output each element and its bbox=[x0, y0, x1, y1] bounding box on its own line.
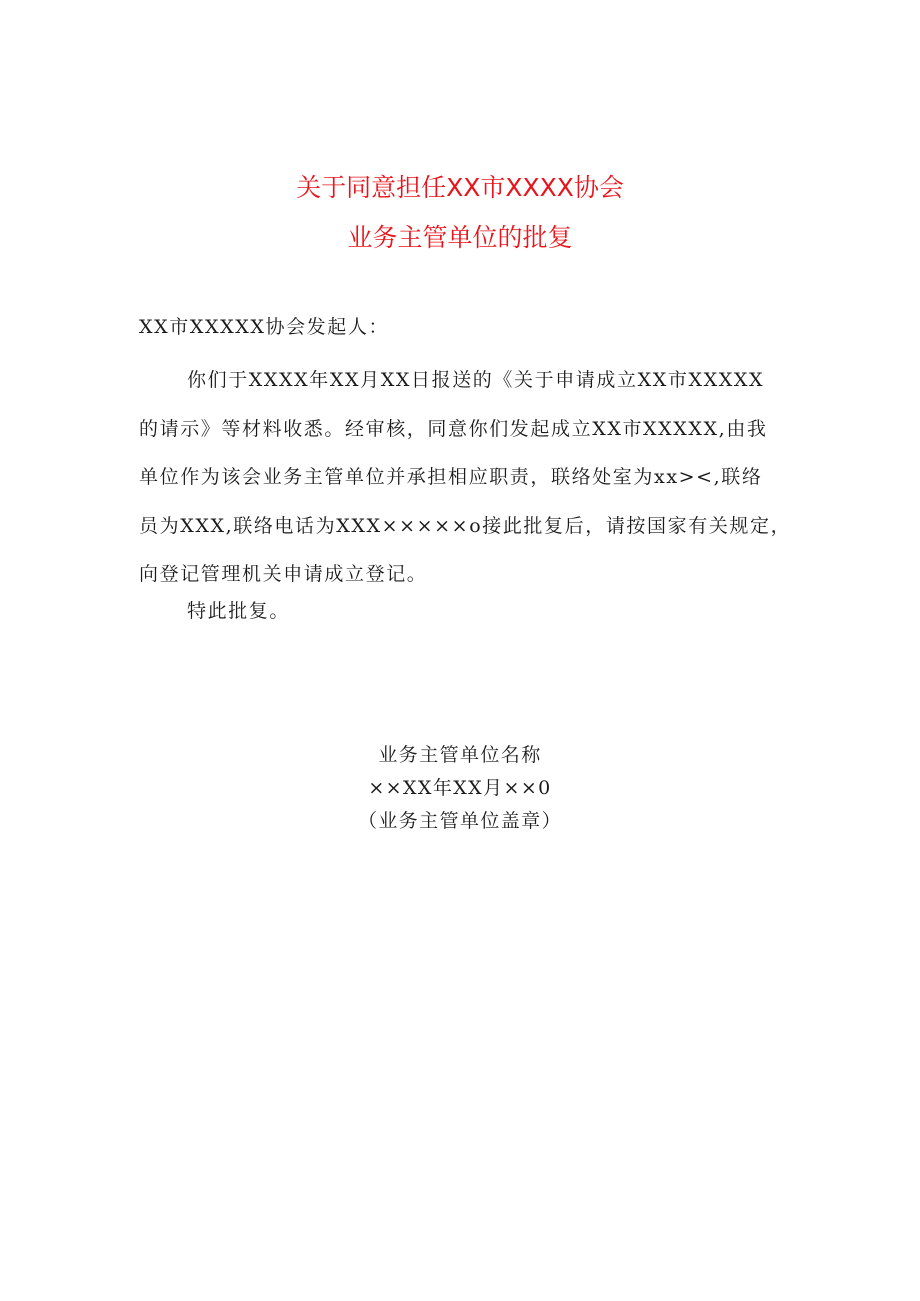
signature-org-name: 业务主管单位名称 bbox=[378, 744, 542, 766]
closing-remark: 特此批复。 bbox=[187, 600, 291, 622]
document-title-line-2: 业务主管单位的批复 bbox=[347, 223, 573, 252]
salutation: XX市XXXXX协会发起人： bbox=[139, 316, 390, 338]
document-title-line-1: 关于同意担任XX市XXXX协会 bbox=[296, 173, 624, 202]
signature-date: ××XX年XX月××0 bbox=[368, 777, 552, 799]
signature-seal-note: （业务主管单位盖章） bbox=[357, 810, 562, 832]
body-line: 的请示》等材料收悉。经审核，同意你们发起成立XX市XXXXX,由我 bbox=[139, 417, 768, 440]
body-paragraph bbox=[139, 356, 803, 599]
body-line: 向登记管理机关申请成立登记。 bbox=[139, 563, 428, 585]
body-line: 单位作为该会业务主管单位并承担相应职责，联络处室为xx><,联络 bbox=[139, 466, 763, 488]
body-line: 员为XXX,联络电话为XXX×××××o接此批复后，请按国家有关规定， bbox=[139, 514, 792, 537]
body-line: 你们于XXXX年XX月XX日报送的《关于申请成立XX市XXXXX bbox=[187, 369, 765, 391]
